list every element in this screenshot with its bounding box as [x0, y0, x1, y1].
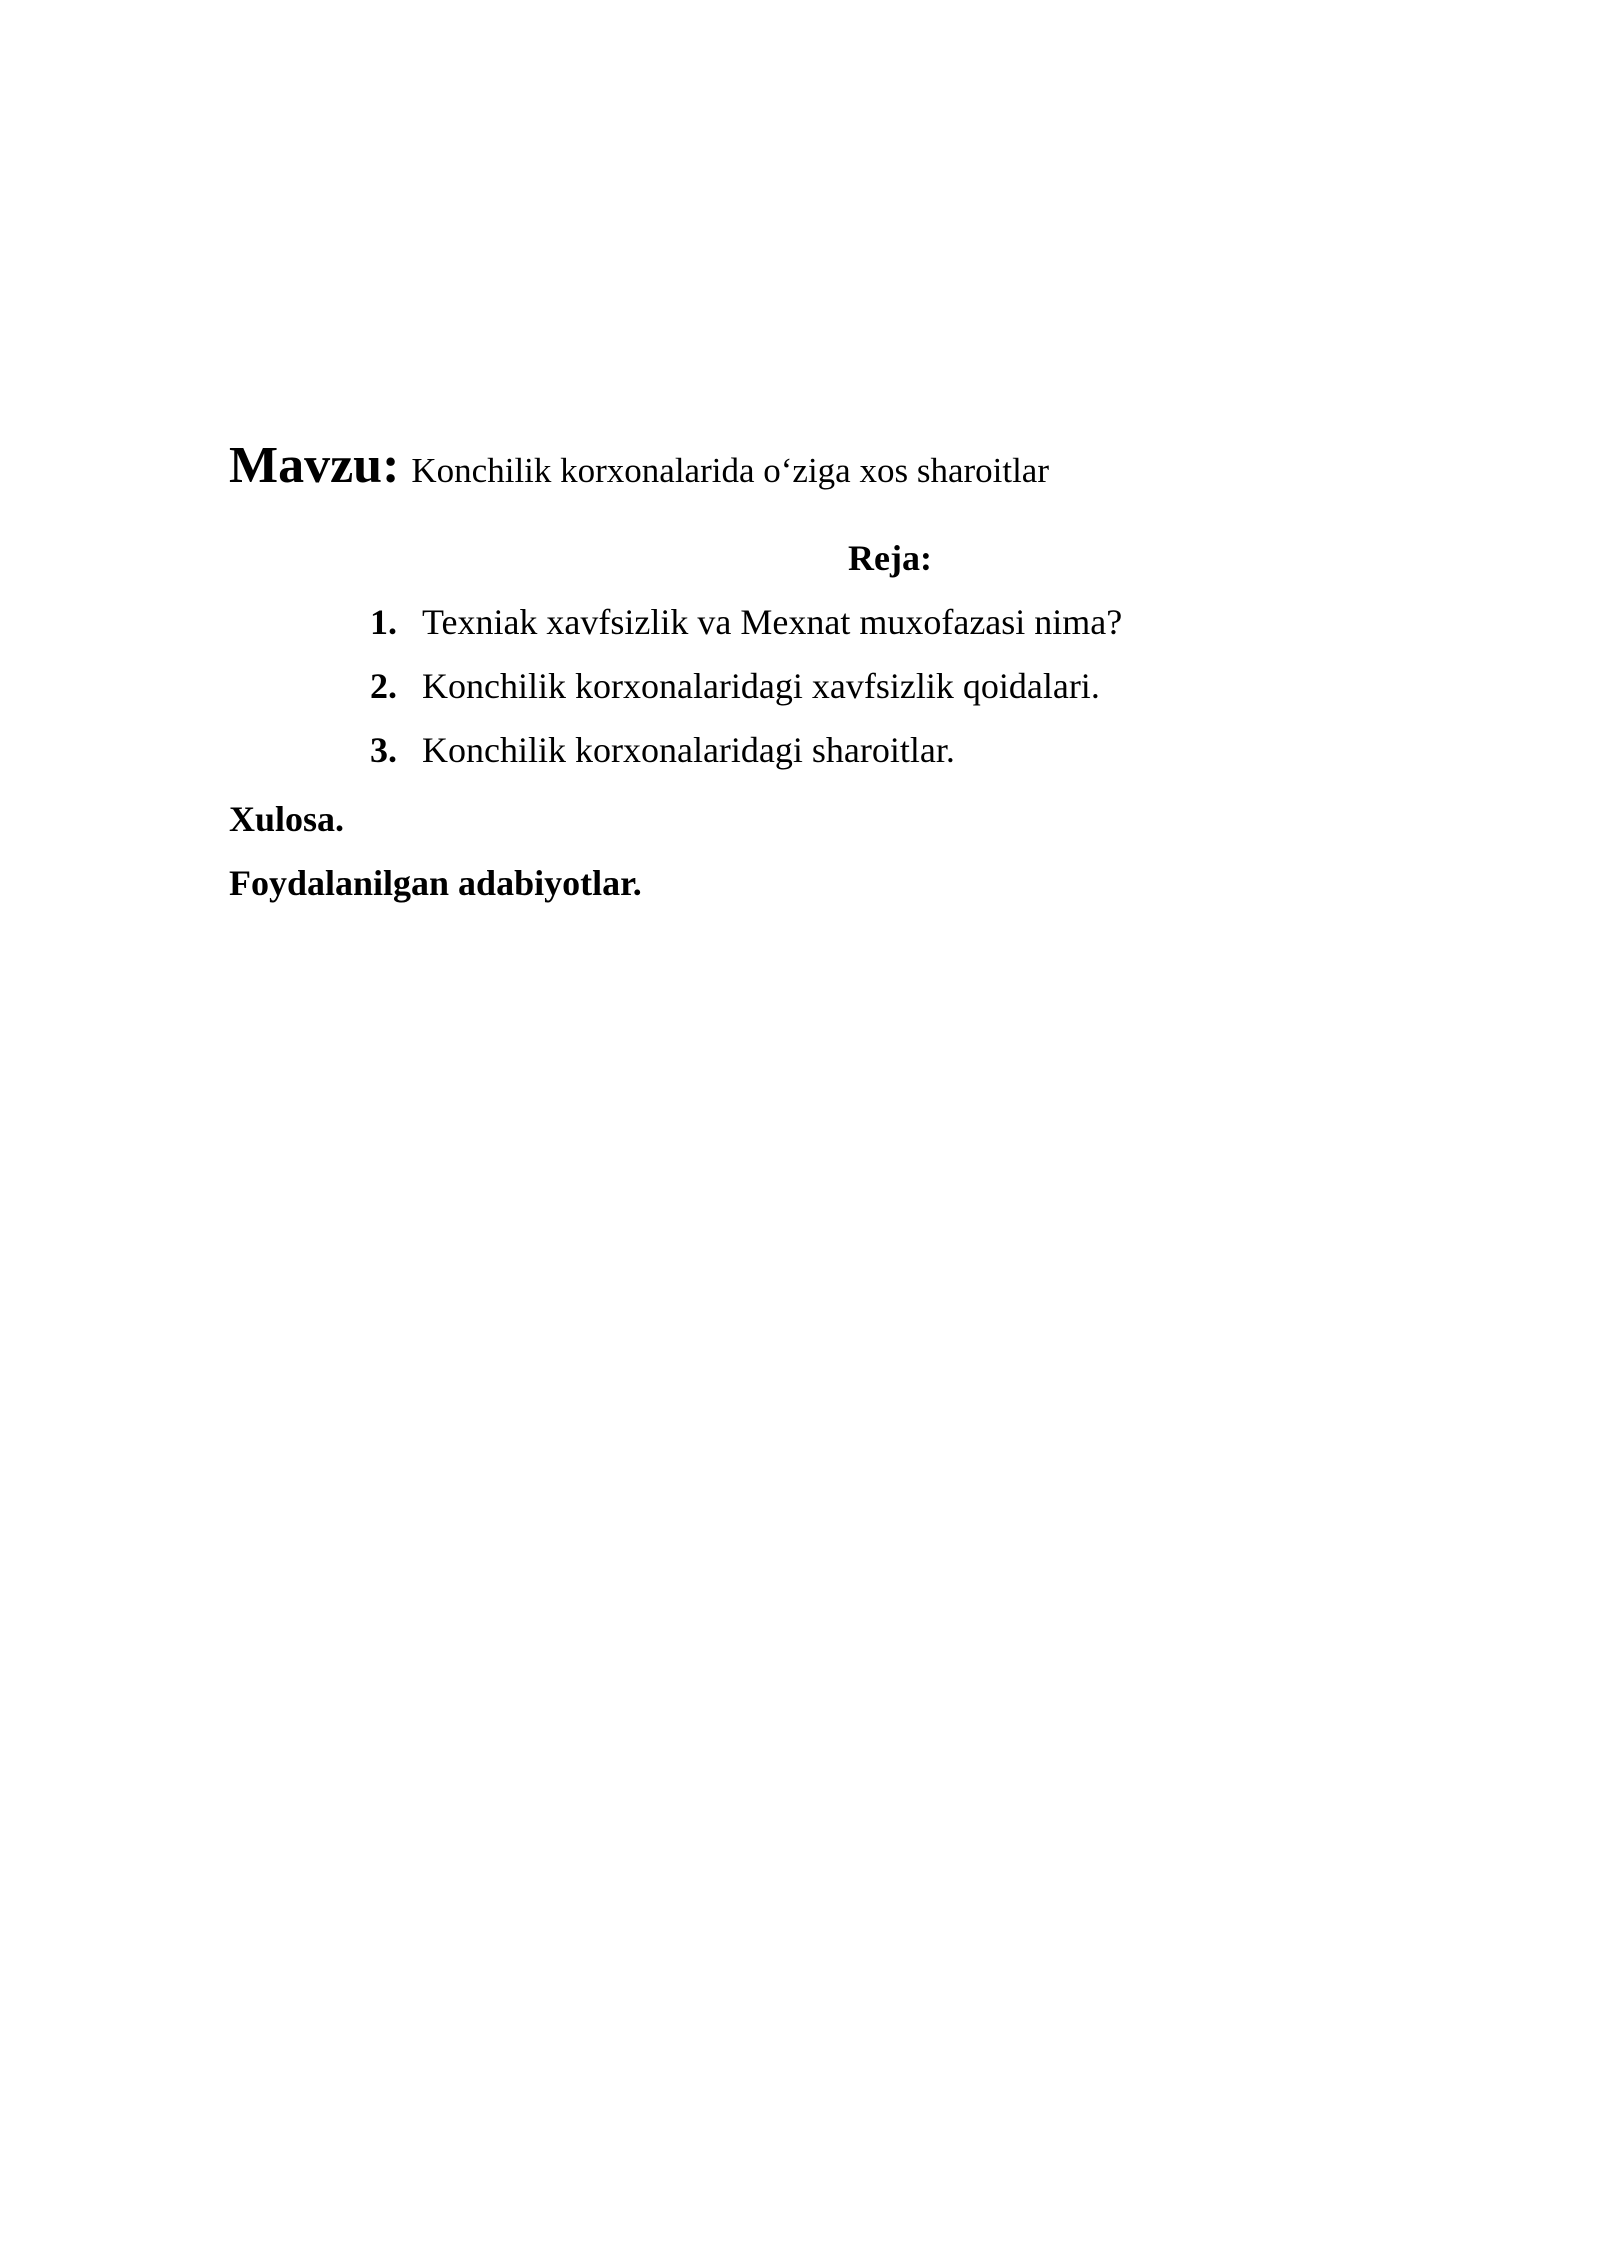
plan-item-number: 1.	[370, 602, 397, 642]
plan-list	[370, 600, 1122, 792]
topic-title: Konchilik korxonalarida o‘ziga xos sharoitlar	[411, 451, 1049, 490]
plan-item-number: 2.	[370, 666, 397, 706]
plan-item	[370, 600, 1122, 664]
plan-item-text: Konchilik korxonalaridagi sharoitlar.	[422, 730, 955, 770]
plan-item-text: Konchilik korxonalaridagi xavfsizlik qoidalari.	[422, 666, 1100, 706]
plan-heading: Reja:	[848, 538, 932, 578]
topic-line	[229, 437, 1049, 494]
topic-label: Mavzu:	[229, 437, 400, 494]
plan-item-text: Texniak xavfsizlik va Mexnat muxofazasi nima?	[422, 602, 1123, 642]
plan-item-number: 3.	[370, 730, 397, 770]
references-heading: Foydalanilgan adabiyotlar.	[229, 863, 642, 903]
conclusion-heading: Xulosa.	[229, 799, 345, 839]
plan-item	[370, 664, 1122, 728]
plan-item	[370, 728, 1122, 792]
